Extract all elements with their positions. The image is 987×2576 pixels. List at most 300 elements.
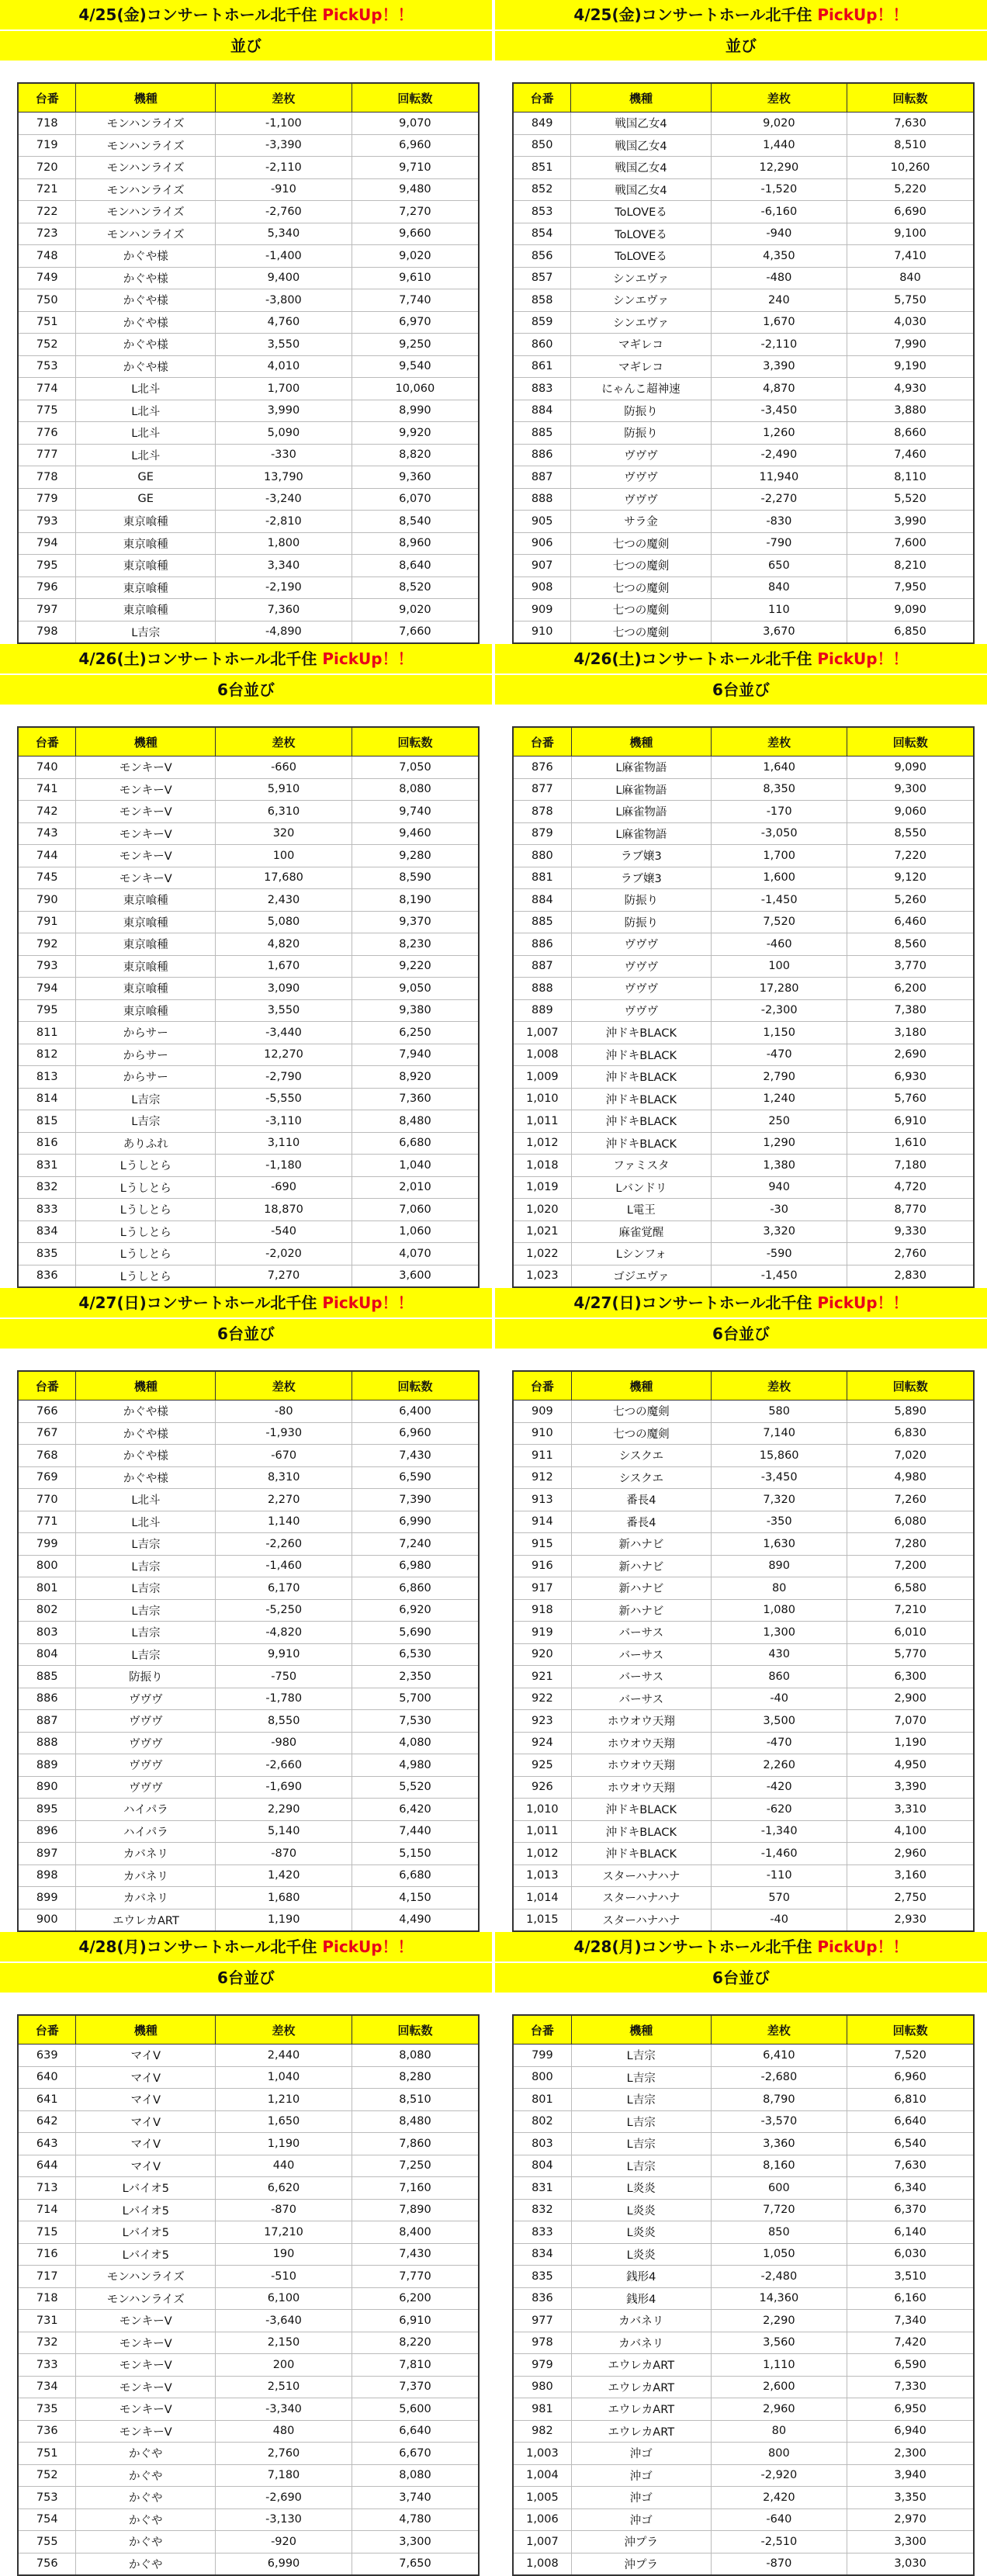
table-row [18, 1599, 479, 1622]
table-cell: 7,530 [352, 1710, 479, 1733]
table-cell: L炎炎 [571, 2177, 711, 2200]
table-cell: 新ハナビ [571, 1577, 711, 1600]
table-cell: 740 [18, 757, 76, 779]
table-row [513, 1754, 974, 1777]
table-cell: 777 [18, 444, 76, 466]
table-row [513, 355, 974, 378]
table-head [513, 2015, 974, 2045]
table-cell: 8,540 [352, 511, 479, 533]
table-cell: 7,810 [352, 2354, 479, 2377]
table-cell: 17,280 [711, 978, 847, 1000]
table-cell: -5,550 [216, 1088, 352, 1110]
column-header: 回転数 [847, 83, 974, 113]
table-row [18, 1754, 479, 1777]
table-cell: 3,600 [352, 1265, 479, 1287]
table-cell: -3,340 [216, 2398, 352, 2421]
table-cell: 8,590 [352, 867, 479, 889]
table-cell: 801 [18, 1577, 76, 1600]
table-cell: 1,023 [513, 1265, 571, 1287]
table-cell: L吉宗 [76, 1110, 216, 1133]
table-cell: -1,450 [711, 889, 847, 912]
table-cell: -4,820 [216, 1622, 352, 1644]
table-cell: 755 [18, 2531, 76, 2553]
table-cell: 907 [513, 555, 571, 577]
table-cell: 2,900 [847, 1688, 974, 1710]
table-cell: -30 [711, 1199, 847, 1221]
table-cell: L麻雀物語 [571, 778, 711, 801]
table-cell: 4,980 [352, 1754, 479, 1777]
table-row [18, 2177, 479, 2200]
day-title: 4/26(土)コンサートホール北千住 [78, 649, 317, 668]
spacer [0, 61, 492, 82]
table-cell: 770 [18, 1489, 76, 1511]
table-cell: 9,100 [847, 223, 974, 245]
table-row [18, 2354, 479, 2377]
table-cell: 836 [513, 2287, 571, 2310]
table-cell: -910 [216, 178, 352, 201]
table-cell: 771 [18, 1511, 76, 1533]
table-row [18, 2243, 479, 2266]
table-cell: 850 [513, 134, 571, 157]
table-cell: 1,300 [711, 1622, 847, 1644]
table-cell: Lバンドリ [571, 1176, 711, 1199]
table-cell: L炎炎 [571, 2199, 711, 2221]
table-cell: 5,520 [352, 1776, 479, 1799]
table-cell: 641 [18, 2089, 76, 2111]
table-row [513, 245, 974, 268]
table-cell: 1,150 [711, 1022, 847, 1044]
table-cell: 7,070 [847, 1710, 974, 1733]
table-cell: 9,460 [352, 822, 479, 845]
table-cell: 940 [711, 1176, 847, 1199]
table-cell: 723 [18, 223, 76, 245]
table-cell: 6,410 [711, 2045, 847, 2067]
table-cell: 6,640 [847, 2110, 974, 2133]
table-cell: 8,770 [847, 1199, 974, 1221]
table-row [18, 422, 479, 445]
table-cell: -470 [711, 1044, 847, 1066]
table-cell: 9,090 [847, 757, 974, 779]
table-row [18, 621, 479, 643]
table-cell: かぐや [76, 2508, 216, 2531]
table-cell: 4,720 [847, 1176, 974, 1199]
table-cell: 3,300 [352, 2531, 479, 2553]
table-cell: 979 [513, 2354, 571, 2377]
table-cell: 9,740 [352, 801, 479, 823]
table-cell: 911 [513, 1445, 571, 1467]
table-row [513, 1887, 974, 1909]
table-cell: 9,020 [711, 113, 847, 135]
table-cell: 1,012 [513, 1843, 571, 1865]
table-cell: 10,260 [847, 157, 974, 179]
table-cell: 889 [18, 1754, 76, 1777]
table-cell: 7,940 [352, 1044, 479, 1066]
table-cell: 916 [513, 1555, 571, 1577]
table-cell: 6,670 [352, 2443, 479, 2465]
table-row [513, 1599, 974, 1622]
table-cell: 1,640 [711, 757, 847, 779]
table-row [513, 1820, 974, 1843]
table-row [513, 134, 974, 157]
table-cell: ホウオウ天翔 [571, 1710, 711, 1733]
spacer [0, 705, 492, 726]
table-cell: モンキーV [76, 867, 216, 889]
table-cell: 4,010 [216, 355, 352, 378]
table-row [513, 1044, 974, 1066]
table-cell: 8,480 [352, 2110, 479, 2133]
table-cell: 5,690 [352, 1622, 479, 1644]
table-cell: 898 [18, 1864, 76, 1887]
table-cell: マギレコ [571, 334, 711, 356]
table-cell: 1,420 [216, 1864, 352, 1887]
day-subtitle: 6台並び [0, 675, 492, 705]
table-row [513, 889, 974, 912]
table-body [513, 2045, 974, 2576]
table-cell: 9,330 [847, 1220, 974, 1243]
table-cell: 9,380 [352, 999, 479, 1022]
table-cell: モンハンライズ [76, 2287, 216, 2310]
table-cell: 6,010 [847, 1622, 974, 1644]
table-cell: 889 [513, 999, 571, 1022]
table-cell: ヴヴヴ [571, 978, 711, 1000]
table-row [513, 1199, 974, 1221]
table-row [18, 1422, 479, 1445]
table-row [18, 2398, 479, 2421]
table-cell: 1,007 [513, 2531, 571, 2553]
table-cell: 5,760 [847, 1088, 974, 1110]
table-cell: 9,060 [847, 801, 974, 823]
table-row [18, 2287, 479, 2310]
column-header: 台番 [18, 2015, 76, 2045]
table-row [513, 1422, 974, 1445]
table-cell: 2,960 [711, 2398, 847, 2421]
table-cell: 832 [18, 1176, 76, 1199]
table-row [18, 289, 479, 312]
table-cell: 5,340 [216, 223, 352, 245]
table-cell: 3,990 [216, 400, 352, 422]
table-cell: 804 [513, 2155, 571, 2177]
table-cell: 795 [18, 999, 76, 1022]
table-cell: 752 [18, 2464, 76, 2487]
column-header: 機種 [571, 1371, 711, 1401]
table-cell: 戦国乙女4 [571, 178, 711, 201]
table-cell: 1,060 [352, 1220, 479, 1243]
table-row [513, 422, 974, 445]
day-subtitle: 6台並び [495, 1963, 987, 1993]
table-cell: 754 [18, 2508, 76, 2531]
table-cell: 3,390 [711, 355, 847, 378]
table-cell: 794 [18, 978, 76, 1000]
pickup-label: PickUp！！ [817, 1293, 909, 1312]
table-cell: 7,240 [352, 1533, 479, 1556]
table-cell: -4,890 [216, 621, 352, 643]
table-cell: 910 [513, 1422, 571, 1445]
table-cell: モンキーV [76, 2398, 216, 2421]
table-row [18, 2199, 479, 2221]
table-row [18, 1843, 479, 1865]
table-cell: -1,780 [216, 1688, 352, 1710]
table-cell: 東京喰種 [76, 511, 216, 533]
table-row [18, 1688, 479, 1710]
table-cell: 714 [18, 2199, 76, 2221]
table-cell: 東京喰種 [76, 933, 216, 956]
table-cell: 東京喰種 [76, 955, 216, 978]
table-cell: 1,140 [216, 1511, 352, 1533]
table-cell: 沖ドキBLACK [571, 1132, 711, 1155]
table-row [18, 778, 479, 801]
table-row [18, 1466, 479, 1489]
table-row [513, 599, 974, 621]
table-cell: 13,790 [216, 466, 352, 489]
table-cell: 9,120 [847, 867, 974, 889]
table-cell: 320 [216, 822, 352, 845]
table-cell: 640 [18, 2066, 76, 2089]
table-cell: モンハンライズ [76, 134, 216, 157]
table-cell: 8,560 [847, 933, 974, 956]
table-row [513, 2110, 974, 2133]
table-cell: L北斗 [76, 1489, 216, 1511]
table-cell: 1,003 [513, 2443, 571, 2465]
table-cell: 6,830 [847, 1422, 974, 1445]
table-cell: 沖ドキBLACK [571, 1110, 711, 1133]
table-cell: 766 [18, 1401, 76, 1423]
table-cell: 15,860 [711, 1445, 847, 1467]
pickup-label: PickUp！！ [817, 1937, 909, 1956]
table-cell: 1,600 [711, 867, 847, 889]
table-row [513, 1265, 974, 1287]
table-cell: モンキーV [76, 2376, 216, 2398]
table-cell: シスクエ [571, 1466, 711, 1489]
table-cell: L北斗 [76, 422, 216, 445]
table-cell: 6,590 [352, 1466, 479, 1489]
table-cell: 776 [18, 422, 76, 445]
table-cell: エウレカART [571, 2354, 711, 2377]
table-row [513, 2508, 974, 2531]
table-row [513, 466, 974, 489]
table-cell: 7,020 [847, 1445, 974, 1467]
table-cell: 908 [513, 576, 571, 599]
table-cell: 1,040 [352, 1155, 479, 1177]
table-cell: からサー [76, 1044, 216, 1066]
table-cell: -1,340 [711, 1820, 847, 1843]
table-cell: 912 [513, 1466, 571, 1489]
table-cell: 6,170 [216, 1577, 352, 1600]
table-cell: 906 [513, 532, 571, 555]
table-cell: 8,660 [847, 422, 974, 445]
table-cell: 6,420 [352, 1799, 479, 1821]
table-cell: 840 [711, 576, 847, 599]
table-cell: -980 [216, 1732, 352, 1754]
table-cell: -80 [216, 1401, 352, 1423]
table-cell: 6,310 [216, 801, 352, 823]
table-body [513, 113, 974, 644]
table-cell: 6,920 [352, 1599, 479, 1622]
table-cell: 800 [18, 1555, 76, 1577]
table-cell: 836 [18, 1265, 76, 1287]
table-cell: 811 [18, 1022, 76, 1044]
table-cell: 774 [18, 378, 76, 400]
table-cell: 8,960 [352, 532, 479, 555]
table-cell: 1,011 [513, 1110, 571, 1133]
table-row [513, 289, 974, 312]
table-cell: 3,360 [711, 2133, 847, 2155]
table-cell: 七つの魔剣 [571, 576, 711, 599]
table-cell: ヴヴヴ [76, 1754, 216, 1777]
table-cell: 1,021 [513, 1220, 571, 1243]
table-cell: 900 [18, 1909, 76, 1931]
table-cell: 7,440 [352, 1820, 479, 1843]
table-cell: 9,250 [352, 334, 479, 356]
table-cell: 東京喰種 [76, 555, 216, 577]
table-cell: 4,350 [711, 245, 847, 268]
table-cell: 440 [216, 2155, 352, 2177]
table-row [18, 911, 479, 933]
day-title: 4/25(金)コンサートホール北千住 [573, 5, 812, 24]
header-row [18, 1371, 479, 1401]
table-row [18, 2376, 479, 2398]
table-cell: 4,870 [711, 378, 847, 400]
table-cell: 5,770 [847, 1643, 974, 1666]
table-cell: 2,150 [216, 2332, 352, 2354]
table-row [18, 201, 479, 223]
table-cell: 7,270 [352, 201, 479, 223]
table-cell: カバネリ [571, 2332, 711, 2354]
table-cell: -1,460 [216, 1555, 352, 1577]
table-cell: 2,300 [847, 2443, 974, 2465]
table-cell: 8,210 [847, 555, 974, 577]
table-row [513, 1688, 974, 1710]
table-cell: 1,010 [513, 1799, 571, 1821]
table-cell: スターハナハナ [571, 1909, 711, 1931]
table-cell: 東京喰種 [76, 911, 216, 933]
table-cell: 1,260 [711, 422, 847, 445]
table-cell: 4,150 [352, 1887, 479, 1909]
table-cell: 6,860 [352, 1577, 479, 1600]
table-row [513, 1555, 974, 1577]
table-cell: -1,690 [216, 1776, 352, 1799]
column-header: 台番 [18, 1371, 76, 1401]
column-header: 回転数 [352, 2015, 479, 2045]
table-cell: ToLOVEる [571, 223, 711, 245]
table-row [18, 2508, 479, 2531]
table-cell: 5,220 [847, 178, 974, 201]
table-cell: 832 [513, 2199, 571, 2221]
table-cell: Lうしとら [76, 1155, 216, 1177]
table-cell: 4,980 [847, 1466, 974, 1489]
column-header: 回転数 [352, 83, 479, 113]
table-cell: Lバイオ5 [76, 2199, 216, 2221]
table-row [513, 1511, 974, 1533]
table-cell: 799 [513, 2045, 571, 2067]
table-cell: 1,700 [216, 378, 352, 400]
header-row [513, 83, 974, 113]
table-row [513, 2155, 974, 2177]
table-cell: 4,100 [847, 1820, 974, 1843]
table-cell: 859 [513, 311, 571, 334]
table-cell: -3,390 [216, 134, 352, 157]
table-cell: -870 [216, 1843, 352, 1865]
column-header: 台番 [513, 2015, 571, 2045]
table-row [18, 1176, 479, 1199]
table-cell: 1,012 [513, 1132, 571, 1155]
table-cell: -3,450 [711, 400, 847, 422]
table-row [513, 2089, 974, 2111]
column-header: 機種 [76, 727, 216, 757]
table-cell: 7,430 [352, 2243, 479, 2266]
table-row [18, 1066, 479, 1089]
table-cell: 5,520 [847, 488, 974, 511]
table-cell: 7,430 [352, 1445, 479, 1467]
table-cell: 7,460 [847, 444, 974, 466]
table-cell: 1,014 [513, 1887, 571, 1909]
table-cell: -2,480 [711, 2266, 847, 2288]
table-cell: -2,810 [216, 511, 352, 533]
table-cell: 9,540 [352, 355, 479, 378]
table-cell: 769 [18, 1466, 76, 1489]
table-cell: 番長4 [571, 1511, 711, 1533]
table-cell: 2,760 [216, 2443, 352, 2465]
table-cell: 沖ドキBLACK [571, 1799, 711, 1821]
table-cell: L麻雀物語 [571, 757, 711, 779]
day-title-row [0, 644, 987, 1288]
table-cell: 1,680 [216, 1887, 352, 1909]
table-cell: モンキーV [76, 2310, 216, 2332]
table-cell: 860 [711, 1666, 847, 1688]
table-row [513, 1155, 974, 1177]
table-cell: 6,300 [847, 1666, 974, 1688]
table-cell: 3,500 [711, 1710, 847, 1733]
table-row [513, 1776, 974, 1799]
table-cell: 7,360 [216, 599, 352, 621]
spacer [0, 1993, 492, 2014]
table-cell: 1,700 [711, 845, 847, 867]
table-cell: 6,690 [847, 201, 974, 223]
table-cell: -620 [711, 1799, 847, 1821]
table-cell: Lバイオ5 [76, 2177, 216, 2200]
table-cell: 防振り [571, 911, 711, 933]
table-cell: 914 [513, 1511, 571, 1533]
table-cell: 750 [18, 289, 76, 312]
table-cell: 751 [18, 311, 76, 334]
table-row [513, 2177, 974, 2200]
table-cell: 8,080 [352, 2464, 479, 2487]
table-row [18, 2266, 479, 2288]
table-cell: 240 [711, 289, 847, 312]
table-cell: 9,360 [352, 466, 479, 489]
table-cell: 767 [18, 1422, 76, 1445]
table-cell: L麻雀物語 [571, 822, 711, 845]
table-cell: 2,260 [711, 1754, 847, 1777]
table-cell: 888 [18, 1732, 76, 1754]
table-cell: 792 [18, 933, 76, 956]
table-cell: -1,100 [216, 113, 352, 135]
table-cell: 8,280 [352, 2066, 479, 2089]
table-cell: 861 [513, 355, 571, 378]
table-row [513, 2199, 974, 2221]
table-cell: ホウオウ天翔 [571, 1754, 711, 1777]
column-header: 機種 [571, 2015, 711, 2045]
table-cell: 6,930 [847, 1066, 974, 1089]
table-row [513, 778, 974, 801]
table-cell: スターハナハナ [571, 1864, 711, 1887]
table-cell: 4,760 [216, 311, 352, 334]
table-cell: -2,760 [216, 201, 352, 223]
table-cell: 3,670 [711, 621, 847, 643]
table-body [18, 113, 479, 644]
table-cell: -2,190 [216, 576, 352, 599]
table-row [18, 1864, 479, 1887]
table-cell: モンキーV [76, 2420, 216, 2443]
